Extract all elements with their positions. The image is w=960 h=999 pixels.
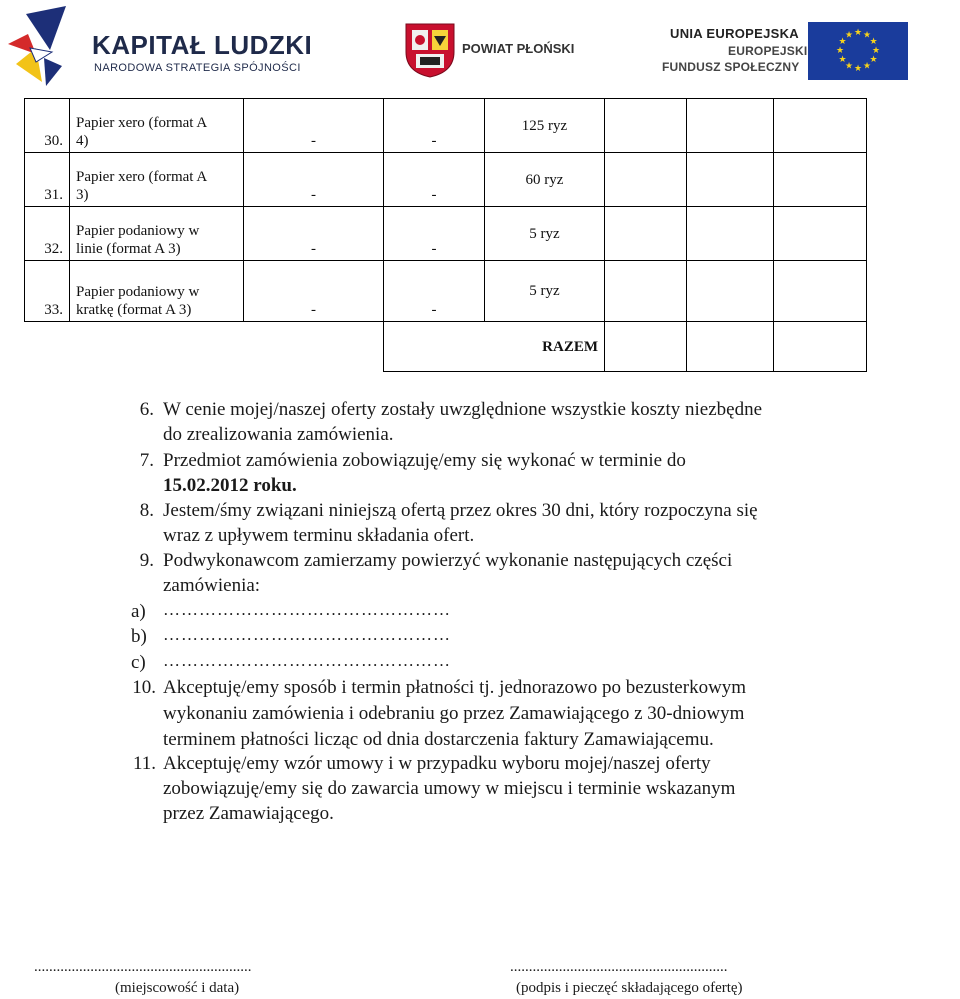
items-table [24,98,867,372]
eu-title-line1: UNIA EUROPEJSKA [670,26,799,41]
value-cell: - [384,153,485,207]
empty-cell [774,207,867,261]
sum-cell [605,322,687,372]
empty-cell [774,261,867,322]
point-number: 10. [132,677,156,698]
unit-price-cell: - [244,99,384,153]
item-name-line2: 3) [76,187,89,203]
row-number: 30. [25,99,70,153]
item-name [70,153,244,207]
signature-label-bidder: (podpis i pieczęć składającego ofertę) [516,980,743,996]
point-number: 8. [139,500,154,521]
row-number: 32. [25,207,70,261]
svg-text:★: ★ [844,61,854,72]
row-number: 31. [25,153,70,207]
point-11-line1: Akceptuję/emy wzór umowy i w przypadku wyboru mojej/naszej oferty [163,753,711,774]
point-9-line2: zamówienia: [163,575,261,596]
empty-cell [605,99,687,153]
empty-cell [687,99,774,153]
value-cell: - [384,261,485,322]
row-number: 33. [25,261,70,322]
svg-text:★: ★ [838,37,847,47]
quantity-cell: 5 ryz [485,207,605,261]
empty-cell [687,153,774,207]
point-11-line3: przez Zamawiającego. [163,803,334,824]
value-cell: - [384,207,485,261]
unit-price-cell: - [244,261,384,322]
sum-cell [687,322,774,372]
subitem-label: b) [131,626,147,647]
svg-text:★: ★ [869,37,878,47]
powiat-crest-icon [404,22,456,78]
signature-label-place-date: (miejscowość i data) [115,980,240,996]
empty-cell [605,261,687,322]
point-9-line1: Podwykonawcom zamierzamy powierzyć wykonanie następujących części [163,550,733,571]
point-6-line1: W cenie mojej/naszej oferty zostały uwzględnione wszystkie koszty niezbędne [163,399,763,420]
kapital-ludzki-logo-icon [6,4,68,90]
point-10-line2: wykonaniu zamówienia i odebraniu go przez Zamawiającego z 30-dniowym [163,703,745,724]
point-7-deadline: 15.02.2012 roku. [163,475,297,496]
signature-line-bidder: .......................................................... [510,959,728,975]
kapital-ludzki-title: KAPITAŁ LUDZKI [92,30,313,60]
svg-text:★: ★ [871,46,881,56]
point-number: 9. [139,550,154,571]
point-number: 7. [139,450,154,471]
empty-cell [687,261,774,322]
unit-price-cell: - [244,207,384,261]
svg-text:★: ★ [862,61,872,72]
eu-title-line3: FUNDUSZ SPOŁECZNY [662,60,800,74]
point-10-line1: Akceptuję/emy sposób i termin płatności tj. jednorazowo po bezusterkowym [163,677,747,698]
item-name-line2: linie (format A 3) [76,241,181,257]
unit-price-cell: - [244,153,384,207]
item-name-line1: Papier podaniowy w [76,284,200,300]
item-name [70,99,244,153]
logo-header [0,0,930,96]
value-cell: - [384,99,485,153]
item-name [70,207,244,261]
eu-title-line2: EUROPEJSKI [728,44,808,58]
subitem-label: a) [131,601,146,622]
eu-flag-icon [808,22,908,80]
table-row [25,99,867,153]
point-8-line2: wraz z upływem terminu składania ofert. [163,525,475,546]
kapital-ludzki-subtitle: NARODOWA STRATEGIA SPÓJNOŚCI [94,62,301,74]
svg-text:★: ★ [838,55,847,65]
svg-text:★: ★ [853,28,863,38]
powiat-title: POWIAT PŁOŃSKI [462,41,575,56]
svg-text:★: ★ [862,30,872,41]
point-number: 6. [139,399,154,420]
table-row [25,207,867,261]
empty-cell [605,153,687,207]
item-name-line2: kratkę (format A 3) [76,302,192,318]
subitem-dots: ………………………………………… [163,651,451,670]
item-name-line1: Papier xero (format A [76,115,208,131]
quantity-cell: 125 ryz [485,99,605,153]
table-row [25,261,867,322]
sum-cell [774,322,867,372]
point-10-line3: terminem płatności licząc od dnia dostarczenia faktury Zamawiającemu. [163,729,714,750]
item-name-line2: 4) [76,133,89,149]
quantity-cell: 60 ryz [485,153,605,207]
sum-label: RAZEM [384,322,605,372]
item-name [70,261,244,322]
svg-text:★: ★ [869,55,878,65]
empty-cell [774,153,867,207]
point-6-line2: do zrealizowania zamówienia. [163,424,394,445]
svg-text:★: ★ [853,64,863,74]
item-name-line1: Papier podaniowy w [76,223,200,239]
quantity-cell: 5 ryz [485,261,605,322]
empty-cell [605,207,687,261]
point-7-line1: Przedmiot zamówienia zobowiązuję/emy się wykonać w terminie do [163,450,686,471]
svg-text:★: ★ [844,30,854,41]
subitem-dots: ………………………………………… [163,625,451,644]
point-8-line1: Jestem/śmy związani niniejszą ofertą przez okres 30 dni, który rozpoczyna się [163,500,758,521]
subitem-dots: ………………………………………… [163,600,451,619]
item-name-line1: Papier xero (format A [76,169,208,185]
empty-cell [687,207,774,261]
sum-row [25,322,867,372]
svg-text:★: ★ [835,46,845,56]
point-11-line2: zobowiązuję/emy się do zawarcia umowy w miejscu i terminie wskazanym [163,778,736,799]
point-number: 11. [132,753,156,774]
table-row [25,153,867,207]
signature-line-place-date: .......................................................... [34,959,252,975]
empty-cell [774,99,867,153]
subitem-label: c) [131,652,146,673]
